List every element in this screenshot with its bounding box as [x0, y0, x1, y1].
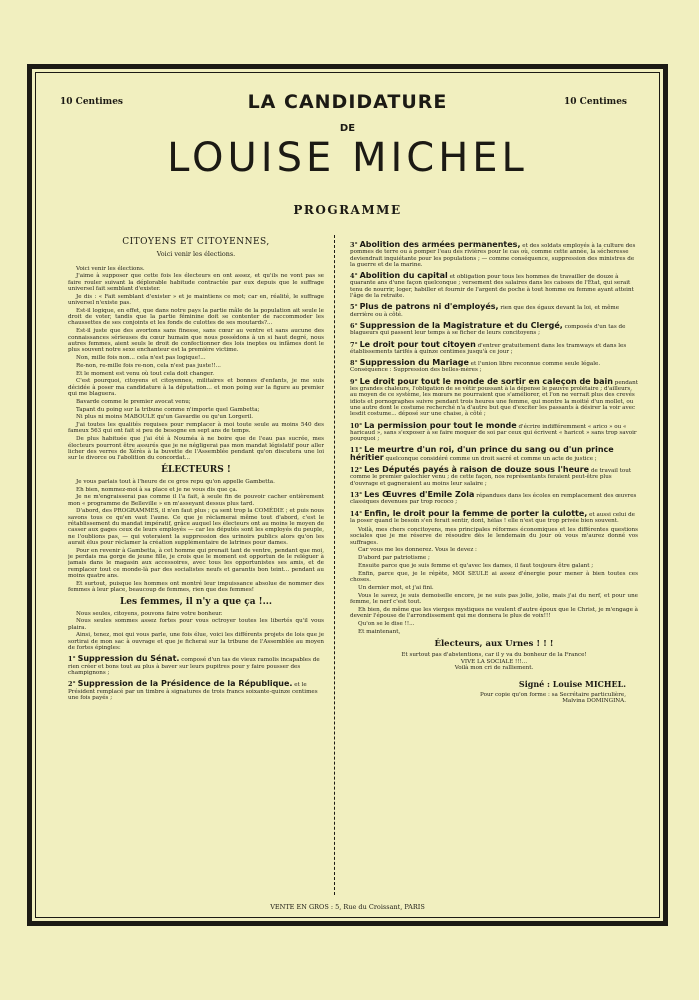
item-text: d'écrire indifféremment « arico » ou « haricaud », sans s'exposer à se faire moquer de soi par ceux qui écrivent « haricot » sans trop savoir pourquoi ;	[350, 423, 637, 443]
item-text: rien que des égaux devant la loi, et même derrière ou à côté.	[350, 305, 620, 318]
paragraph: Bavarde comme le premier avocat venu;	[76, 398, 191, 405]
programme-item	[350, 273, 638, 299]
item-text: pendant les grandes chaleurs, l'obligation de se vêtir poussant à la dépense le pauvre prolétaire ; d'ailleurs, au moyen de ce système, les mœurs ne pourraient que s'améliorer, et l'on ne verrait plus des crevés idiots et pornographes suivre pendant trois heures une femme, qui montre la moitié d'un mollet, ou une autre dont le costume recherché n'a d'autre but que d'exciter les passants à désirer la voir avec lesdit costume... déposé sur une chaise, à côté ;	[350, 379, 638, 418]
paragraph: J'ai toutes les qualités requises pour remplacer à moi toute seule au moins 540 des fameux 563 qui ont fait si peu de besogne en sept ans de temps.	[68, 422, 324, 435]
poster-frame	[27, 64, 668, 926]
programme-item	[350, 304, 638, 318]
paragraph: Un dernier mot, et j'ai fini.	[358, 584, 434, 591]
paragraph: Car vous me les donnerez. Vous le devez :	[358, 547, 477, 554]
femmes-heading: Les femmes, il n'y a que ça !...	[119, 597, 273, 608]
paragraph: Nous seules sommes assez fortes pour vous octroyer toutes les libertés qu'il vous plaira.	[68, 618, 324, 631]
paragraph: D'abord par patriotisme ;	[358, 555, 430, 562]
item-number: 8°	[350, 359, 358, 368]
paragraph: J'aime à supposer que cette fois les électeurs en ont assez, et qu'ils ne vont pas se faire rouler suivant la déplorable habitude contractée par eux depuis que le suffrage universel fait semblant d'exister.	[68, 273, 324, 292]
programme-item	[350, 489, 638, 506]
footer: VENTE EN GROS : 5, Rue du Croissant, PARIS	[270, 903, 425, 911]
item-title: La permission pour tout le monde	[364, 420, 517, 430]
item-text: composé d'un tas de vieux ramolis incapables de rien créer et bons tout au plus à baver sur leurs pupitres pour y faire pousser des champignons ;	[68, 657, 320, 676]
paragraph: Voilà, mes chers concitoyens, mes principales réformes économiques et les différentes questions sociales que je me réserve de résoudre dès le lendemain du jour où vous m'aurez donné vos suffrages.	[350, 527, 638, 546]
item-title: Le meurtre d'un roi, d'un prince du sang ou d'un prince héritier	[350, 445, 614, 462]
price-right: 10 Centimes	[564, 97, 627, 107]
item-text: et aussi celui de la poser quand le besoin s'en ferait sentir, dont, hélas ! elle n'est que trop privée bien souvent.	[350, 511, 635, 524]
item-number: 12°	[350, 466, 363, 475]
paragraph: Non, mille fois non... cela n'est pas logique!...	[76, 354, 206, 361]
paragraph: Re-non, re-mille fois re-non, cela n'est pas juste!!...	[76, 362, 221, 369]
programme-item	[350, 339, 638, 356]
right-items	[350, 242, 638, 524]
item-number: 3°	[350, 241, 358, 249]
urnes-heading: Électeurs, aux Urnes ! ! !	[434, 639, 554, 650]
paragraph: Est-il juste que des avortons sans finesse, sans cœur au ventre et sans aucune des connaissances sérieuses du cœur humain que nous possédons à un si haut degré, nous autres femmes, aient seuls le droit de confectionner des lois ineptes ou infâmes dont le plus souvent notre sexe enchanteur est la première victime.	[68, 328, 324, 354]
paragraph: Ainsi, tenez, moi qui vous parle, une fois élue, voici les différents projets de lois que je sortirai de mon sac à ouvrage et que je ficherai sur la tribune de l'Assemblée au moyen de fortes épingles:	[68, 632, 324, 652]
lead-line: Voici venir les élections.	[156, 250, 236, 259]
item-text: et des soldats employés à la culture des pommes de terre ou à pomper l'eau des rivières pour le cas où, comme cette année, la sécheresse deviendrait inquiétante pour les populations ; — comme conséquence, suppression des ministres de la guerre et de la marine.	[350, 243, 636, 268]
paragraph: C'est pourquoi, citoyens et citoyennes, militaires et bonnes d'enfants, je me suis décidée à poser ma candidature à la députation... et mon poing sur la figure au premier qui me blaguera.	[68, 378, 324, 397]
paragraph: D'abord, des PROGRAMMES, il n'en faut plus ; ça sent trop la COMÉDIE ; et puis nous savons tous ce qu'en vaut l'aune. Ce que je réclamerai même tout d'abord, c'est le rétablissement du mandat impératif, grâce auquel les électeurs ont au moins le moyen de casser aux gages ceux de leurs employés — car les députés sont les employés du peuple, ne l'oublions pas, — qui voteraient la suppression des urinoirs publics alors qu'on les aurait élus pour réclamer la création supplémentaire de latrines pour dames.	[68, 508, 324, 546]
paragraph: Pour en revenir à Gambetta, à cet homme qui prenait tant de ventre, pendant que moi, je perdais ma gorge de jeune fille, je crois que le moment est opportun de le reléguer à jamais dans le magasin aux accessoires, avec tous les opportunistes ses amis, et de remplacer tout ce monde-là par des socialistes neufs et garantis bon teint... pendant au moins quatre ans.	[68, 547, 324, 579]
title-name: LOUISE MICHEL	[167, 135, 528, 181]
item-number: 13°	[350, 490, 363, 499]
item-text: répandues dans les écoles en remplacement des œuvres classiques devenues par trop rococo ;	[350, 492, 637, 506]
paragraph: Et surtout, puisque les hommes ont montré leur impuissance absolue de nommer des femmes à leur place, beaucoup de femmes, rien que des femmes!	[68, 580, 324, 593]
paragraph: Je vous parlais tout à l'heure de ce gros repu qu'on appelle Gambetta.	[76, 478, 275, 485]
closing-line: Et surtout pas d'abstentions, car il y va du bonheur de la France!	[401, 652, 587, 659]
femmes-paragraphs	[68, 611, 324, 652]
programme-item	[350, 376, 638, 418]
item-text: et obligation pour tous les hommes de travailler de douze à quarante ans d'une façon quelconque ; versement des salaires dans les caisses de l'État, qui serait tenu de nourrir, loger, habiller et fournir de l'argent de poche à tout homme ou femme ayant atteint l'âge de la retraite.	[350, 274, 634, 300]
price-left: 10 Centimes	[60, 97, 123, 107]
item-number: 6°	[350, 321, 358, 330]
item-title: Suppression de la Magistrature et du Clergé,	[359, 320, 563, 330]
paragraph: Eh bien, nommez-moi à sa place et je ne vous dis que ça.	[76, 486, 238, 493]
signature: Signé : Louise MICHEL.	[518, 679, 626, 690]
item-number: 1°	[68, 655, 76, 664]
electeurs-paragraphs	[68, 479, 324, 594]
intro-paragraphs	[68, 266, 324, 462]
item-text: d'entrer gratuitement dans les tramways et dans les établissements tarifés à quinze centimes jusqu'à ce jour ;	[350, 342, 627, 355]
programme-item	[350, 420, 638, 443]
programme-item	[68, 656, 324, 676]
item-title: Abolition des armées permanentes,	[359, 240, 521, 249]
paragraph: Eh bien, de même que les vierges mystiques ne veulent d'autre époux que le Christ, je m'engage à devenir l'épouse de l'arrondissement qui me donnera le plus de voix!!!	[350, 606, 638, 620]
item-text: et l'union libre reconnue comme seule légale. Conséquence : Suppression des belles-mères ;	[350, 361, 601, 374]
item-number: 11°	[350, 446, 363, 455]
item-text: composés d'un tas de blagueurs qui passent leur temps à se ficher de leurs concitoyens ;	[350, 323, 626, 337]
closing-paragraphs	[350, 527, 638, 635]
item-title: Enfin, le droit pour la femme de porter la culotte,	[364, 508, 588, 518]
paragraph: Vous le savez, je suis demoiselle encore, je ne suis pas jolie, jolie, mais j'ai du nerf, et pour une femme, le nerf c'est tout.	[350, 592, 638, 606]
item-title: Les Députés payés à raison de douze sous l'heure	[364, 465, 590, 475]
paragraph: Est-il logique, en effet, que dans notre pays la partie mâle de la population ait seule le droit de voter, tandis que la partie féminine doit se contenter de raccommoder les chaussettes de ses conjoints et les fonds de culottes de ses moutards?...	[68, 307, 324, 327]
column-divider	[334, 235, 336, 895]
secretary-name: Malvina DOMINGINA.	[562, 698, 626, 705]
paragraph: Et le moment est venu où tout cela doit changer.	[76, 370, 215, 377]
item-text: de travail tout comme le premier galochier venu ; de cette façon, nos représentants feraient peut-être plus d'ouvrage et gagneraient au moins leur salaire ;	[350, 468, 632, 487]
programme-heading: PROGRAMME	[293, 203, 402, 217]
paragraph: De plus habituée que j'ai été à Nouméa à ne boire que de l'eau pas sucrée, mes électeurs pourront être assurés que je ne négligerai pas mon mandat législatif pour aller licher des verres de Xérès à la buvette de l'Assemblée pendant qu'on discutera une loi sur le divorce ou l'abolition du concordat...	[68, 436, 324, 462]
programme-item	[350, 447, 638, 462]
item-number: 4°	[350, 272, 358, 281]
right-column	[350, 237, 638, 907]
item-number: 9°	[350, 377, 358, 386]
programme-item	[68, 681, 324, 701]
item-title: Le droit pour tout citoyen	[359, 339, 476, 349]
item-title: Le droit pour tout le monde de sortir en caleçon de bain	[359, 376, 613, 386]
left-column	[68, 237, 324, 897]
item-title: Plus de patrons ni d'employés,	[359, 302, 499, 312]
paragraph: Voici venir les élections.	[76, 265, 145, 272]
title-de: DE	[339, 123, 356, 134]
item-title: Suppression de la Présidence de la République.	[77, 679, 293, 689]
paragraph: Je dis : « Fait semblant d'exister » et je maintiens ce mot; car en, réalité, le suffrage universel n'existe pas.	[68, 293, 324, 307]
programme-item	[350, 320, 638, 337]
programme-item	[350, 360, 638, 374]
item-number: 14°	[350, 509, 363, 518]
title-candidature: LA CANDIDATURE	[247, 91, 448, 113]
closing-line: Voilà mon cri de ralliement.	[454, 664, 534, 671]
item-number: 2°	[68, 680, 76, 689]
item-number: 7°	[350, 340, 358, 349]
item-number: 5°	[350, 303, 358, 312]
paragraph: Et maintenant,	[358, 628, 401, 635]
closing-lines	[350, 652, 638, 671]
programme-item	[350, 508, 638, 525]
paragraph: Qu'on se le dise !!...	[358, 620, 415, 627]
paragraph: Ni plus ni moins MABOULE qu'un Gavardie ou qu'un Lorgeril.	[76, 414, 254, 421]
programme-item	[350, 242, 638, 268]
paragraph: Ensuite parce que je suis femme et qu'avec les dames, il faut toujours être galant ;	[358, 563, 594, 570]
item-title: Suppression du Sénat.	[77, 654, 180, 664]
paragraph: Tapant du poing sur la tribune comme n'importe quel Gambetta;	[76, 406, 260, 413]
citoyens-heading: CITOYENS ET CITOYENNES,	[122, 237, 270, 247]
item-text: quelconque considéré comme un droit sacré et comme un acte de justice ;	[385, 455, 597, 462]
paragraph: Nous seules, citoyens, pouvons faire votre bonheur.	[76, 610, 223, 617]
secretary-line: Pour copie qu'on forme : sa Secrétaire particulière,	[480, 691, 626, 698]
item-title: Les Œuvres d'Emile Zola	[364, 489, 475, 499]
electeurs-heading: ÉLECTEURS !	[161, 465, 231, 476]
paragraph: Enfin, parce que, je le répète, MOI SEULE ai assez d'énergie pour mener à bien toutes ces choses.	[350, 570, 638, 584]
paragraph: Je ne m'engraisserai pas comme il l'a fait, à seule fin de pouvoir cacher entièrement mon « programme de Belleville » en m'asseyant dessus plus tard.	[68, 494, 324, 507]
item-title: Suppression du Mariage	[359, 358, 469, 368]
programme-item	[350, 467, 638, 487]
item-text: et le Président remplacé par un timbre à signatures de trois francs soixante-quinze centimes une fois payés ;	[68, 682, 318, 701]
closing-line: VIVE LA SOCIALE !!!...	[460, 658, 528, 665]
item-title: Abolition du capital	[359, 271, 448, 281]
left-items	[68, 656, 324, 701]
item-number: 10°	[350, 421, 363, 430]
